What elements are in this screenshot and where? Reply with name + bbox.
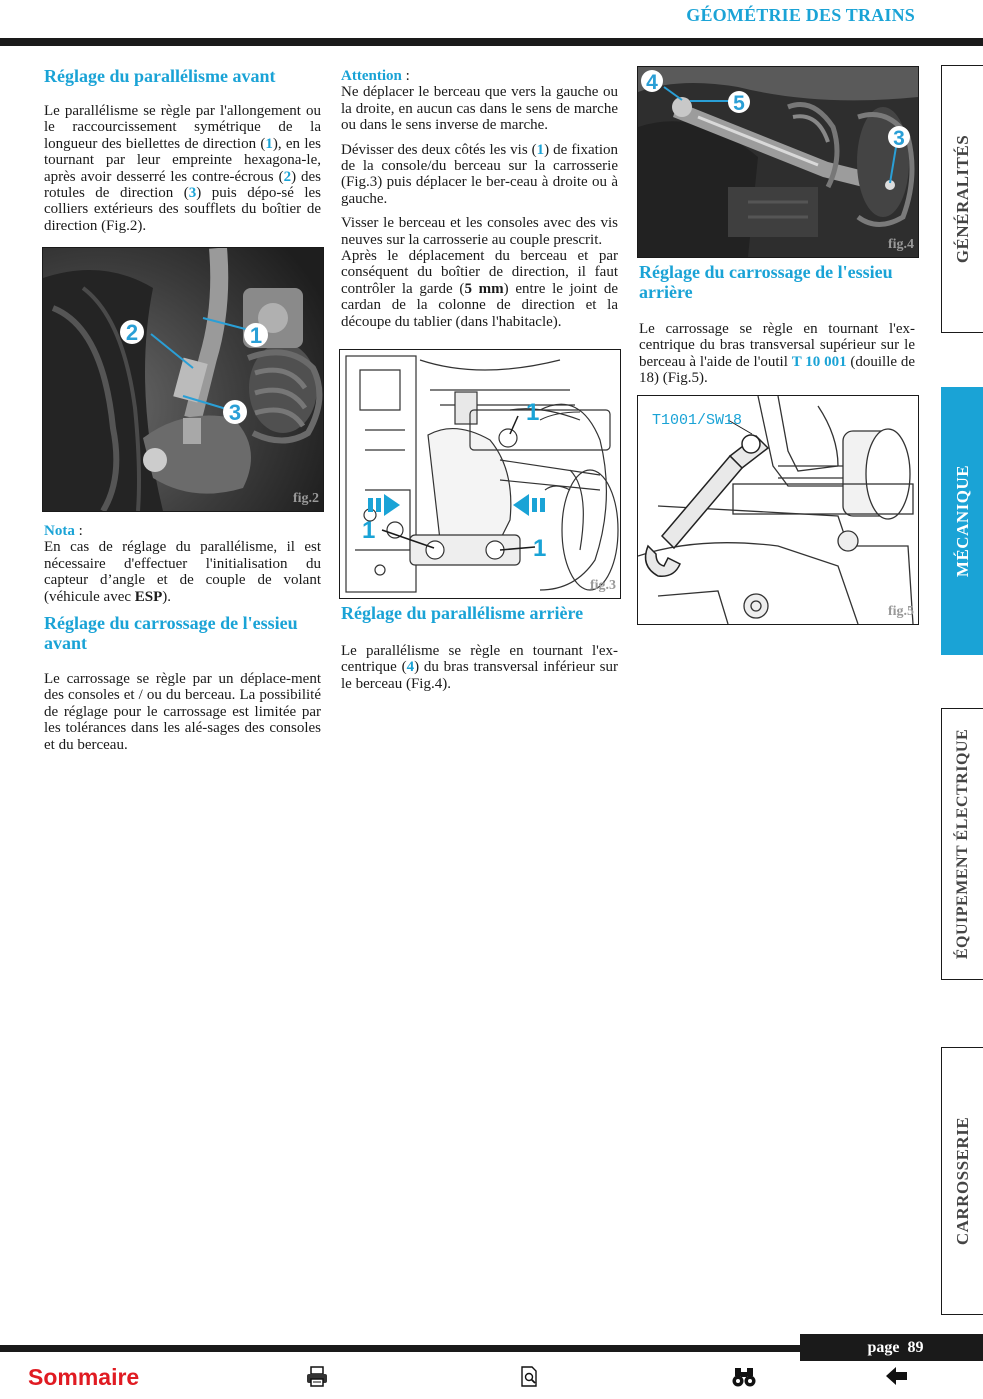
heading-parallelisme-avant: Réglage du parallélisme avant xyxy=(44,66,276,86)
page-label: page xyxy=(867,1339,900,1356)
tab-generalites[interactable] xyxy=(941,65,983,333)
section-title: GÉOMÉTRIE DES TRAINS xyxy=(686,5,915,25)
column-3 xyxy=(639,262,915,395)
fig2-label: fig.2 xyxy=(292,491,319,506)
paragraph-devisser: Dévisser des deux côtés les vis (1) de fixation de la console/du berceau sur la carrosserie (Fig.3) puis déplacer le ber-ceau à droite ou à gauche. xyxy=(341,141,618,207)
fig2-photo xyxy=(43,248,323,511)
paragraph-carrossage-avant: Le carrossage se règle par un déplace-ment des consoles et / ou du berceau. La possibilité de réglage pour le carrossage est limitée par les tolérances dans les alé-sages des consoles et du berceau. xyxy=(44,671,321,753)
back-arrow-icon[interactable] xyxy=(886,1366,908,1391)
svg-text:1: 1 xyxy=(249,323,263,348)
paragraph-attention: Ne déplacer le berceau que vers la gauche ou la droite, en aucun cas dans le sens de marche ou dans le sens inverse de marche. xyxy=(341,84,618,134)
column-2 xyxy=(341,68,618,338)
tab-carrosserie[interactable] xyxy=(941,1047,983,1315)
top-rule xyxy=(0,38,983,46)
column-1 xyxy=(44,66,321,242)
sommaire-link[interactable]: Sommaire xyxy=(28,1364,140,1390)
printer-icon[interactable] xyxy=(305,1366,329,1393)
heading-carrossage-avant: Réglage du carrossage de l'essieu avant xyxy=(44,613,298,654)
page-number-box xyxy=(800,1334,983,1361)
binoculars-icon[interactable] xyxy=(732,1366,756,1393)
tab-equipement-electrique[interactable] xyxy=(941,708,983,980)
svg-text:4: 4 xyxy=(646,71,658,94)
paragraph-parallelisme-arriere: Le parallélisme se règle en tournant l'ex-centrique (4) du bras transversal inférieur sur le berceau (Fig.4). xyxy=(341,643,618,692)
tab-mecanique-label: MÉCANIQUE xyxy=(952,464,972,578)
svg-text:2: 2 xyxy=(125,320,139,345)
heading-carrossage-arriere: Réglage du carrossage de l'essieu arrière xyxy=(639,262,893,302)
fig3-callout-1b: 1 xyxy=(362,517,376,544)
figure-3 xyxy=(339,349,621,599)
paragraph-visser: Visser le berceau et les consoles avec des vis neuves sur la carrosserie au couple prescrit. xyxy=(341,215,618,248)
tab-generalites-label: GÉNÉRALITÉS xyxy=(952,134,972,264)
figure-2 xyxy=(42,247,324,512)
svg-text:5: 5 xyxy=(733,92,745,115)
fig4-label: fig.4 xyxy=(887,237,914,252)
paragraph-deplacement: Après le déplacement du berceau et par conséquent du boîtier de direction, il faut contrôler la garde (5 mm) entre le joint de cardan de la colonne de direction et la découpe du tablier (dans l'habitacle). xyxy=(341,248,618,330)
fig5-diagram xyxy=(638,396,918,624)
fig3-callout-1a: 1 xyxy=(526,399,540,426)
figure-4 xyxy=(637,66,919,258)
document-search-icon[interactable] xyxy=(520,1366,540,1393)
tab-mecanique[interactable] xyxy=(941,387,983,655)
bottom-rule xyxy=(0,1345,800,1352)
column-2-lower xyxy=(341,603,618,700)
fig3-label: fig.3 xyxy=(589,578,616,593)
attention-label: Attention xyxy=(341,68,402,84)
tab-carrosserie-label: CARROSSERIE xyxy=(952,1116,972,1246)
fig3-diagram xyxy=(340,350,620,598)
fig4-photo xyxy=(638,67,918,257)
svg-text:3: 3 xyxy=(228,400,242,425)
svg-text:3: 3 xyxy=(893,127,905,150)
tab-equipement-electrique-label: ÉQUIPEMENT ÉLECTRIQUE xyxy=(953,728,971,960)
fig5-label: fig.5 xyxy=(887,604,914,619)
fig3-callout-1c: 1 xyxy=(533,535,547,562)
nota-label-line: Nota : xyxy=(44,523,83,539)
fig5-tool-label: T1001/SW18 xyxy=(652,412,743,429)
attention-label-line: Attention : xyxy=(341,68,410,84)
paragraph-carrossage-arriere: Le carrossage se règle en tournant l'ex-centrique du bras transversal supérieur sur le berceau à l'aide de l'outil T 10 001 (douille de 18) (Fig.5). xyxy=(639,321,916,387)
column-1-lower xyxy=(44,523,321,761)
figure-5 xyxy=(637,395,919,625)
page-number: 89 xyxy=(907,1339,924,1356)
paragraph-nota: En cas de réglage du parallélisme, il est nécessaire d'effectuer l'initialisation du capteur d’angle et de couple de volant (véhicule avec ESP). xyxy=(44,539,321,605)
paragraph-parallelisme-avant: Le parallélisme se règle par l'allongement ou le raccourcissement symétrique de la longueur des biellettes de direction (1), en les tournant par leur empreinte hexagona-le, après avoir desserré les contre-écrous (2) des rotules de direction (3) puis dépo-sé les colliers extérieurs des soufflets du boîtier de direction (Fig.2). xyxy=(44,103,322,234)
heading-parallelisme-arriere: Réglage du parallélisme arrière xyxy=(341,603,584,623)
nota-label: Nota xyxy=(44,523,75,539)
